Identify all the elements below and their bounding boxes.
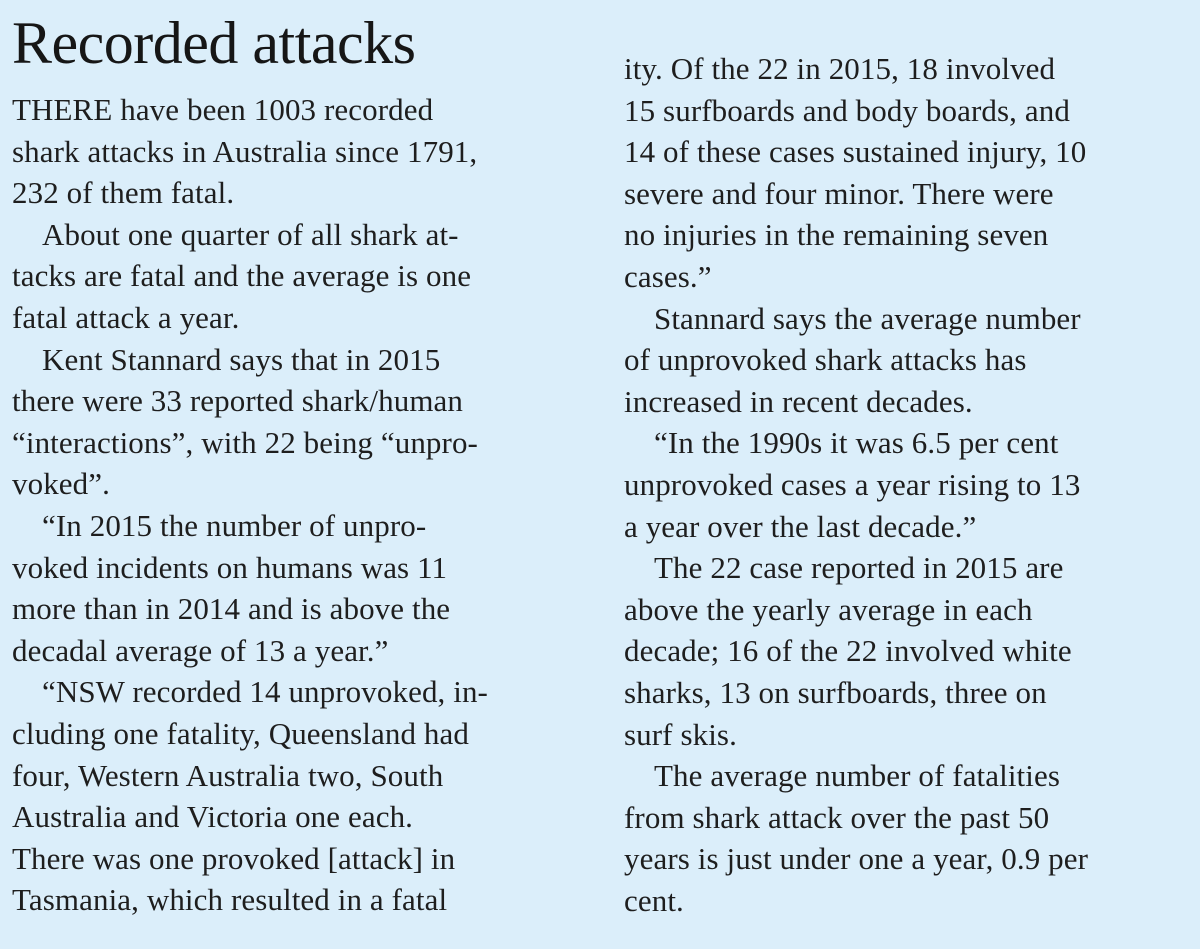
text-line: There was one provoked [attack] in [12,840,456,876]
text-line: more than in 2014 and is above the [12,591,451,627]
text-line: About one quarter of all shark at- [42,216,459,252]
left-column [12,89,592,921]
text-line: “In the 1990s it was 6.5 per cent [654,425,1059,461]
text-line: voked incidents on humans was 11 [12,549,448,585]
text-line: cases.” [624,258,712,294]
text-line: sharks, 13 on surfboards, three on [624,674,1047,710]
text-line: there were 33 reported shark/human [12,383,463,419]
text-line: 15 surfboards and body boards, and [624,92,1070,128]
paragraph [12,89,592,214]
text-line: Australia and Victoria one each. [12,799,414,835]
text-line: 232 of them fatal. [12,175,235,211]
paragraph [12,214,592,339]
text-line: THERE have been 1003 recorded [12,92,434,127]
text-line: decade; 16 of the 22 involved white [624,633,1072,669]
text-line: years is just under one a year, 0.9 per [624,841,1089,877]
text-line: from shark attack over the past 50 [624,799,1050,835]
text-line: increased in recent decades. [624,383,973,419]
text-line: “NSW recorded 14 unprovoked, in- [42,674,488,710]
text-line: “interactions”, with 22 being “unpro- [12,424,478,460]
paragraph [624,298,1194,423]
text-line: a year over the last decade.” [624,508,977,544]
text-line: Kent Stannard says that in 2015 [42,341,441,377]
text-line: The 22 case reported in 2015 are [654,550,1064,586]
text-line: cent. [624,882,684,918]
text-line: severe and four minor. There were [624,175,1054,211]
text-line: voked”. [12,466,110,502]
text-line: fatal attack a year. [12,299,240,335]
paragraph [12,505,592,671]
text-line: Tasmania, which resulted in a fatal [12,882,448,918]
text-line: The average number of fatalities [654,758,1061,794]
text-line: no injuries in the remaining seven [624,217,1049,253]
text-line: cluding one fatality, Queensland had [12,715,469,751]
text-line: 14 of these cases sustained injury, 10 [624,134,1087,170]
paragraph [624,547,1194,755]
headline: Recorded attacks [12,10,416,76]
text-line: of unprovoked shark attacks has [624,342,1027,378]
text-line: ity. Of the 22 in 2015, 18 involved [624,51,1056,86]
paragraph [624,422,1194,547]
text-line: Stannard says the average number [654,300,1081,336]
right-column [624,48,1194,921]
text-line: four, Western Australia two, South [12,757,444,793]
text-line: tacks are fatal and the average is one [12,258,472,294]
text-line: “In 2015 the number of unpro- [42,507,427,543]
paragraph [624,755,1194,921]
paragraph [12,671,592,921]
text-line: shark attacks in Australia since 1791, [12,133,478,169]
text-line: unprovoked cases a year rising to 13 [624,466,1081,502]
text-line: decadal average of 13 a year.” [12,632,389,668]
paragraph [624,48,1194,298]
text-line: above the yearly average in each [624,591,1033,627]
paragraph [12,339,592,505]
text-line: surf skis. [624,716,737,752]
